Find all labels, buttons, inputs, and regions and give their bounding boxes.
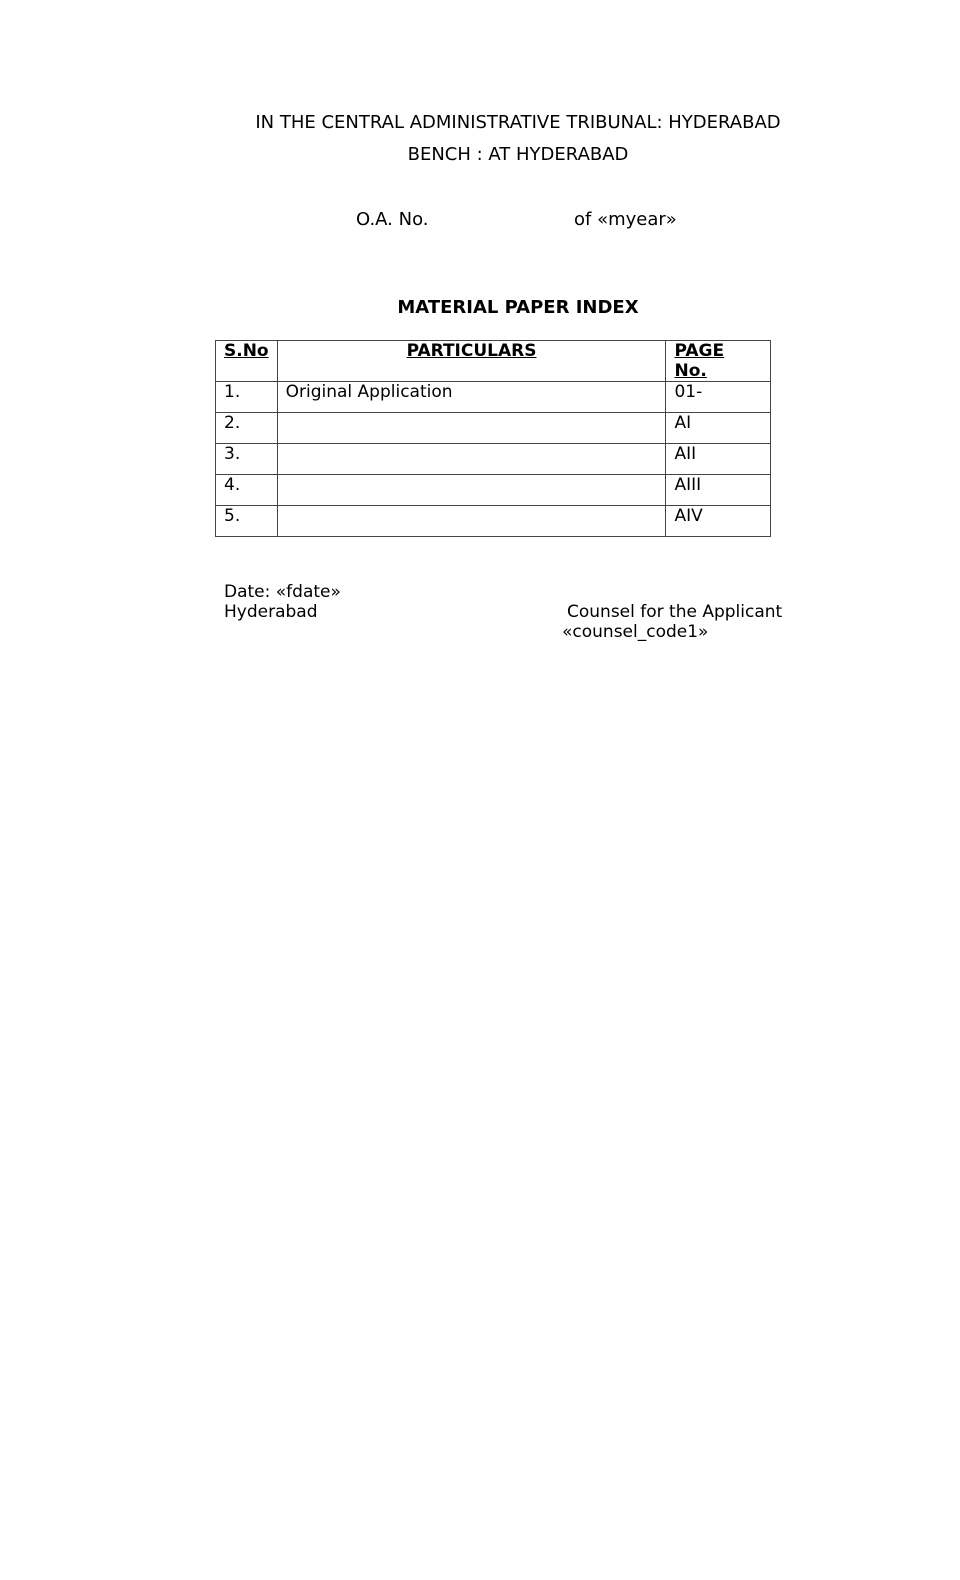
row-particulars [277,475,666,506]
oa-year: of «myear» [574,209,677,230]
row-particulars: Original Application [277,382,666,413]
column-header-particulars: PARTICULARS [277,341,666,382]
counsel-title: Counsel for the Applicant [567,602,783,622]
row-page: AI [666,413,771,444]
table-row [216,382,771,413]
table-row [216,413,771,444]
row-particulars [277,506,666,537]
row-page: 01- [666,382,771,413]
table-header-row [216,341,771,382]
row-page: AIV [666,506,771,537]
row-sno: 2. [216,413,278,444]
counsel-code: «counsel_code1» [562,622,709,642]
row-sno: 4. [216,475,278,506]
oa-number-label: O.A. No. [356,209,429,230]
date-line: Date: «fdate» [224,582,341,602]
bench-heading: BENCH : AT HYDERABAD [407,144,629,165]
row-page: AII [666,444,771,475]
column-header-sno: S.No [216,341,278,382]
row-sno: 3. [216,444,278,475]
table-row [216,475,771,506]
table-row [216,444,771,475]
material-paper-index-table [215,340,771,537]
table-row [216,506,771,537]
column-header-page-no: PAGE No. [666,341,771,382]
court-heading: IN THE CENTRAL ADMINISTRATIVE TRIBUNAL: HYDERABAD [255,112,781,133]
row-particulars [277,413,666,444]
row-sno: 1. [216,382,278,413]
row-particulars [277,444,666,475]
place-line: Hyderabad [224,602,318,622]
row-sno: 5. [216,506,278,537]
row-page: AIII [666,475,771,506]
index-title: MATERIAL PAPER INDEX [397,297,639,318]
